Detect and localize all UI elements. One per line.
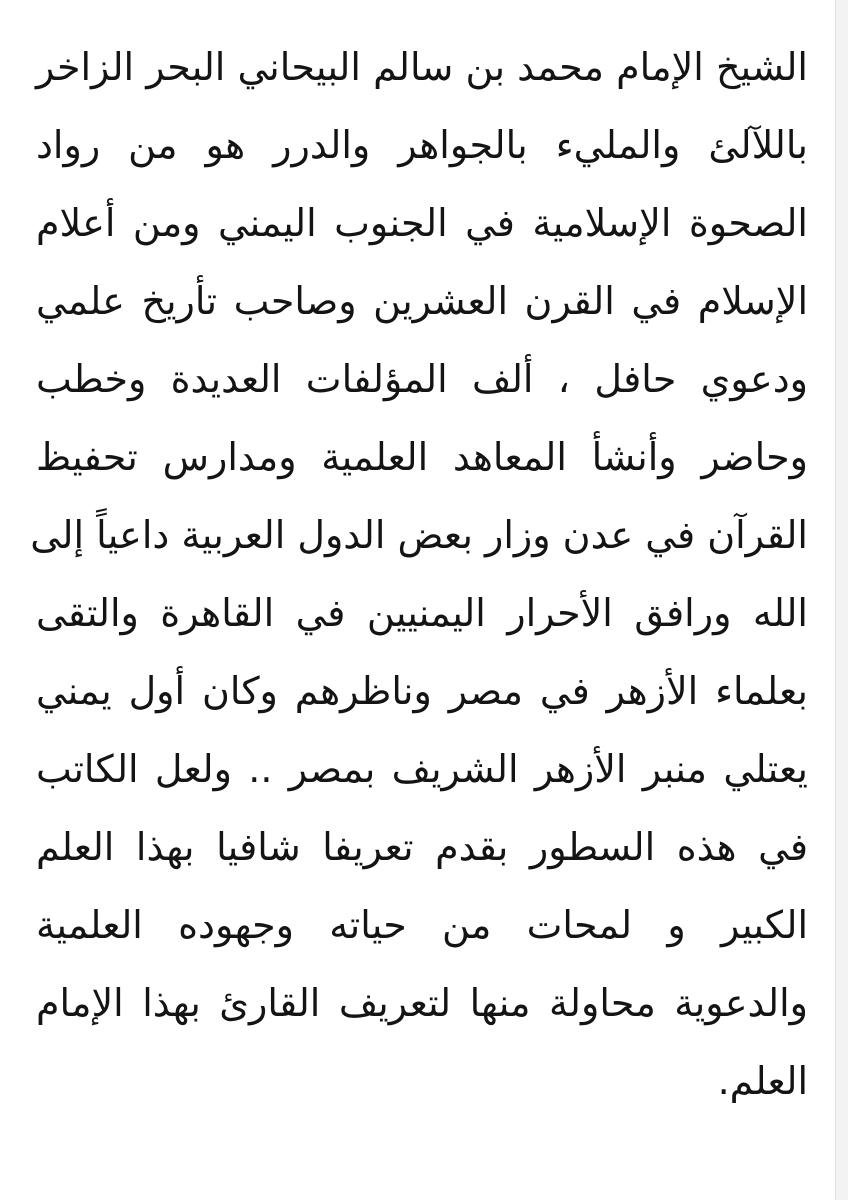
text-line: الشيخ الإمام محمد بن سالم البيحاني البحر الزاخر (36, 45, 808, 89)
text-line: القرآن في عدن وزار بعض الدول العربية داعياً إلى (30, 513, 808, 557)
page-edge-scrollbar (835, 0, 848, 1200)
text-line: الله ورافق الأحرار اليمنيين في القاهرة والتقى (36, 591, 808, 635)
text-line: والدعوية محاولة منها لتعريف القارئ بهذا الإمام (36, 981, 808, 1025)
text-line: الصحوة الإسلامية في الجنوب اليمني ومن أعلام (36, 201, 808, 245)
article-paragraph (30, 28, 808, 1120)
text-line: الكبير و لمحات من حياته وجهوده العلمية (36, 903, 808, 947)
text-line: بعلماء الأزهر في مصر وناظرهم وكان أول يمني (36, 669, 808, 713)
text-line: باللآلئ والمليء بالجواهر والدرر هو من رواد (36, 123, 808, 167)
text-line: يعتلي منبر الأزهر الشريف بمصر .. ولعل الكاتب (36, 747, 808, 791)
text-line-last: العلم. (717, 1059, 808, 1103)
text-line: ودعوي حافل ، ألف المؤلفات العديدة وخطب (36, 357, 808, 401)
text-line: في هذه السطور بقدم تعريفا شافيا بهذا العلم (36, 825, 808, 869)
text-line: وحاضر وأنشأ المعاهد العلمية ومدارس تحفيظ (36, 435, 808, 479)
text-line: الإسلام في القرن العشرين وصاحب تأريخ علمي (36, 279, 808, 323)
